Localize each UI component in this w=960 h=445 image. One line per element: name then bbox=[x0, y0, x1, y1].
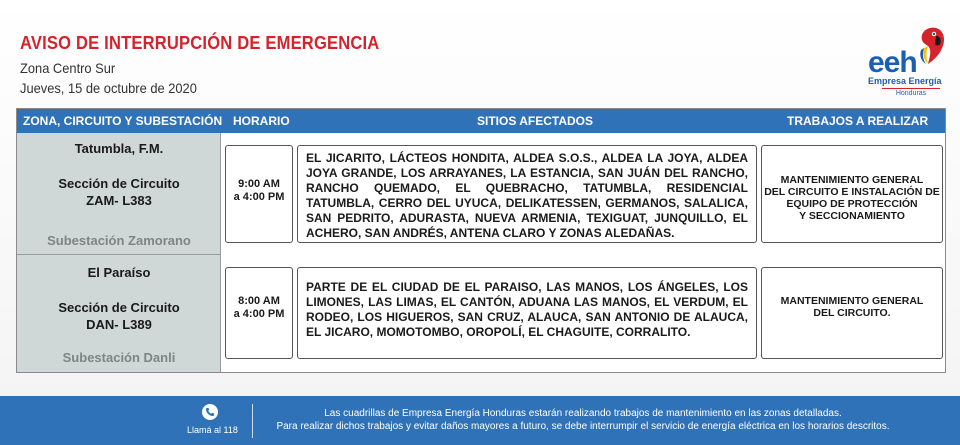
phone-icon[interactable] bbox=[202, 404, 218, 420]
footer-notice-line-2: Para realizar dichos trabajos y evitar daños mayores a futuro, se debe interrumpir el servicio de energía eléctrica en los horarios descritos. bbox=[276, 421, 890, 432]
schedule-start: 8:00 AM bbox=[238, 295, 280, 307]
affected-sites-cell: PARTE DE EL CIUDAD DE EL PARAISO, LAS MANOS, LOS ÁNGELES, LOS LIMONES, LAS LIMAS, EL CANTÓN, ADUANA LAS MANOS, EL VERDUM, EL RODEO, LOS HIGUEROS, SAN CRUZ, ALAUCA, SAN ANTONIO DE ALAUCA, EL JICARO, MOMOTOMBO, OROPOLÍ, EL CHAGUITE, CORRALITO. bbox=[297, 267, 757, 359]
circuit-section bbox=[17, 299, 221, 333]
header-trabajos: TRABAJOS A REALIZAR bbox=[787, 114, 929, 128]
schedule-cell bbox=[225, 145, 293, 243]
eeh-logo bbox=[868, 26, 948, 98]
date-label: Jueves, 15 de octubre de 2020 bbox=[20, 80, 197, 96]
footer-divider bbox=[252, 404, 253, 438]
zona-cell bbox=[17, 133, 221, 255]
schedule-cell bbox=[225, 267, 293, 359]
outage-table bbox=[16, 108, 946, 373]
zona-name: El Paraíso bbox=[87, 265, 151, 280]
header-horario: HORARIO bbox=[233, 114, 290, 128]
works-line: Y SECCIONAMIENTO bbox=[799, 210, 905, 222]
works-cell bbox=[761, 145, 943, 243]
footer-bar bbox=[0, 396, 960, 445]
zona-cell bbox=[17, 255, 221, 372]
circuit-section-label: Sección de Circuito bbox=[58, 300, 180, 315]
macaw-logo-icon bbox=[914, 26, 946, 66]
works-line: MANTENIMIENTO GENERAL bbox=[780, 295, 924, 307]
works-cell bbox=[761, 267, 943, 359]
substation-name: Subestación Zamorano bbox=[47, 233, 191, 248]
table-row bbox=[17, 133, 945, 255]
table-header bbox=[17, 109, 945, 133]
works-line: DEL CIRCUITO. bbox=[813, 307, 891, 319]
logo-line-1: Empresa Energía bbox=[868, 76, 942, 86]
circuit-code: DAN- L389 bbox=[86, 317, 152, 332]
circuit-code: ZAM- L383 bbox=[86, 193, 152, 208]
zona-name: Tatumbla, F.M. bbox=[74, 141, 164, 156]
header-zona: ZONA, CIRCUITO Y SUBESTACIÓN bbox=[23, 114, 223, 128]
logo-line-2: Honduras bbox=[882, 88, 940, 97]
circuit-section-label: Sección de Circuito bbox=[58, 176, 180, 191]
works-line: DEL CIRCUITO E INSTALACIÓN DE bbox=[764, 186, 940, 198]
header-sitios: SITIOS AFECTADOS bbox=[477, 114, 594, 128]
table-row bbox=[17, 255, 945, 372]
phone-label[interactable]: Llamá al 118 bbox=[187, 425, 238, 435]
affected-sites-cell: EL JICARITO, LÁCTEOS HONDITA, ALDEA S.O.S., ALDEA LA JOYA, ALDEA JOYA GRANDE, LOS ARRAYANES, LA ESTANCIA, SAN JUÁN DEL RANCHO, RANCHO QUEMADO, EL QUEBRACHO, TATUMBLA, RESIDENCIAL TATUMBLA, CERRO DEL UYUCA, DELIKATESSEN, GERMANOS, SALALICA, SAN PEDRITO, ADURASTA, NUEVA ARMENIA, TEXIGUAT, JUNQUILLO, EL ACHERO, SAN ANDRÉS, ANTENA CLARO Y ZONAS ALEDAÑAS. bbox=[297, 145, 757, 243]
footer-notice-line-1: Las cuadrillas de Empresa Energía Honduras estarán realizando trabajos de mantenimiento en las zonas detalladas. bbox=[324, 408, 842, 419]
circuit-section bbox=[17, 175, 221, 209]
page-title: AVISO DE INTERRUPCIÓN DE EMERGENCIA bbox=[20, 33, 380, 53]
works-line: EQUIPO DE PROTECCIÓN bbox=[786, 198, 918, 210]
schedule-end: a 4:00 PM bbox=[233, 308, 285, 320]
substation-name: Subestación Danli bbox=[62, 350, 176, 365]
schedule-end: a 4:00 PM bbox=[233, 191, 285, 203]
schedule-start: 9:00 AM bbox=[238, 178, 280, 190]
logo-brand: eeh bbox=[868, 46, 917, 79]
works-line: MANTENIMIENTO GENERAL bbox=[780, 174, 924, 186]
zone-label: Zona Centro Sur bbox=[20, 60, 116, 76]
